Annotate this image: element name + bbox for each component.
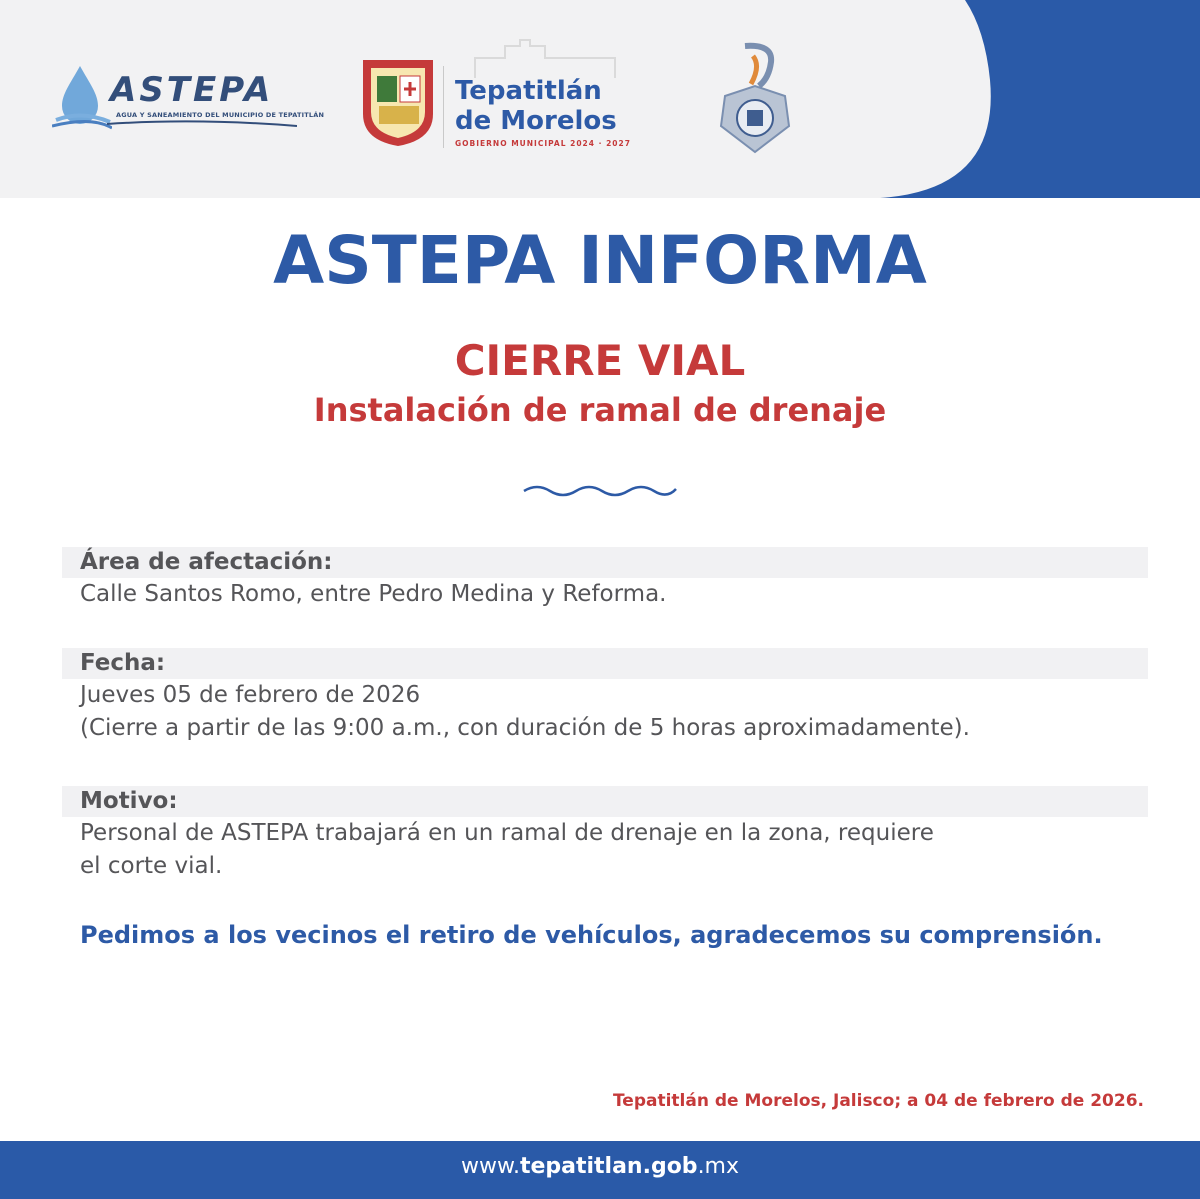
astepa-swoosh — [107, 118, 297, 132]
astepa-subtitle: AGUA Y SANEAMIENTO DEL MUNICIPIO DE TEPATITLÁN — [116, 111, 325, 119]
logo-divider — [443, 66, 444, 148]
municipality-line2: de Morelos — [455, 106, 617, 136]
astepa-logo — [52, 62, 325, 142]
wave-divider — [522, 481, 678, 497]
page-title: ASTEPA INFORMA — [273, 222, 927, 299]
header-bottom-curve — [0, 150, 1200, 210]
coat-of-arms-icon — [355, 54, 441, 150]
water-drop-icon — [52, 62, 112, 132]
section-area-text — [62, 578, 1148, 611]
section-motivo-label: Motivo: — [62, 786, 1148, 817]
tepatitlan-logo — [355, 38, 645, 158]
closure-title: CIERRE VIAL — [454, 336, 746, 385]
section-area — [62, 547, 1148, 611]
church-outline — [465, 38, 625, 78]
section-fecha — [62, 648, 1148, 745]
section-motivo-text — [62, 817, 1148, 883]
footer-url-link[interactable] — [0, 1154, 1200, 1179]
municipality-name — [455, 76, 617, 136]
fecha-line: Jueves 05 de febrero de 2026 — [80, 682, 421, 708]
url-prefix: www. — [460, 1154, 520, 1179]
closure-subtitle: Instalación de ramal de drenaje — [313, 391, 887, 429]
astepa-wordmark: ASTEPA — [110, 70, 274, 110]
fecha-line: (Cierre a partir de las 9:00 a.m., con duración de 5 horas aproximadamente). — [80, 715, 970, 741]
section-area-label: Área de afectación: — [62, 547, 1148, 578]
motivo-line: el corte vial. — [80, 853, 223, 879]
section-fecha-label: Fecha: — [62, 648, 1148, 679]
municipality-line1: Tepatitlán — [455, 76, 602, 106]
section-motivo — [62, 786, 1148, 883]
area-line: Calle Santos Romo, entre Pedro Medina y Reforma. — [80, 581, 667, 607]
place-date: Tepatitlán de Morelos, Jalisco; a 04 de febrero de 2026. — [612, 1091, 1144, 1111]
municipality-subtitle: GOBIERNO MUNICIPAL 2024 · 2027 — [455, 139, 631, 148]
police-badge-logo — [715, 42, 795, 162]
police-badge-icon — [715, 42, 795, 162]
url-domain: tepatitlan.gob — [519, 1154, 698, 1179]
url-suffix: .mx — [697, 1154, 740, 1179]
request-note: Pedimos a los vecinos el retiro de vehículos, agradecemos su comprensión. — [80, 921, 1103, 949]
motivo-line: Personal de ASTEPA trabajará en un ramal de drenaje en la zona, requiere — [80, 820, 934, 846]
section-fecha-text — [62, 679, 1148, 745]
